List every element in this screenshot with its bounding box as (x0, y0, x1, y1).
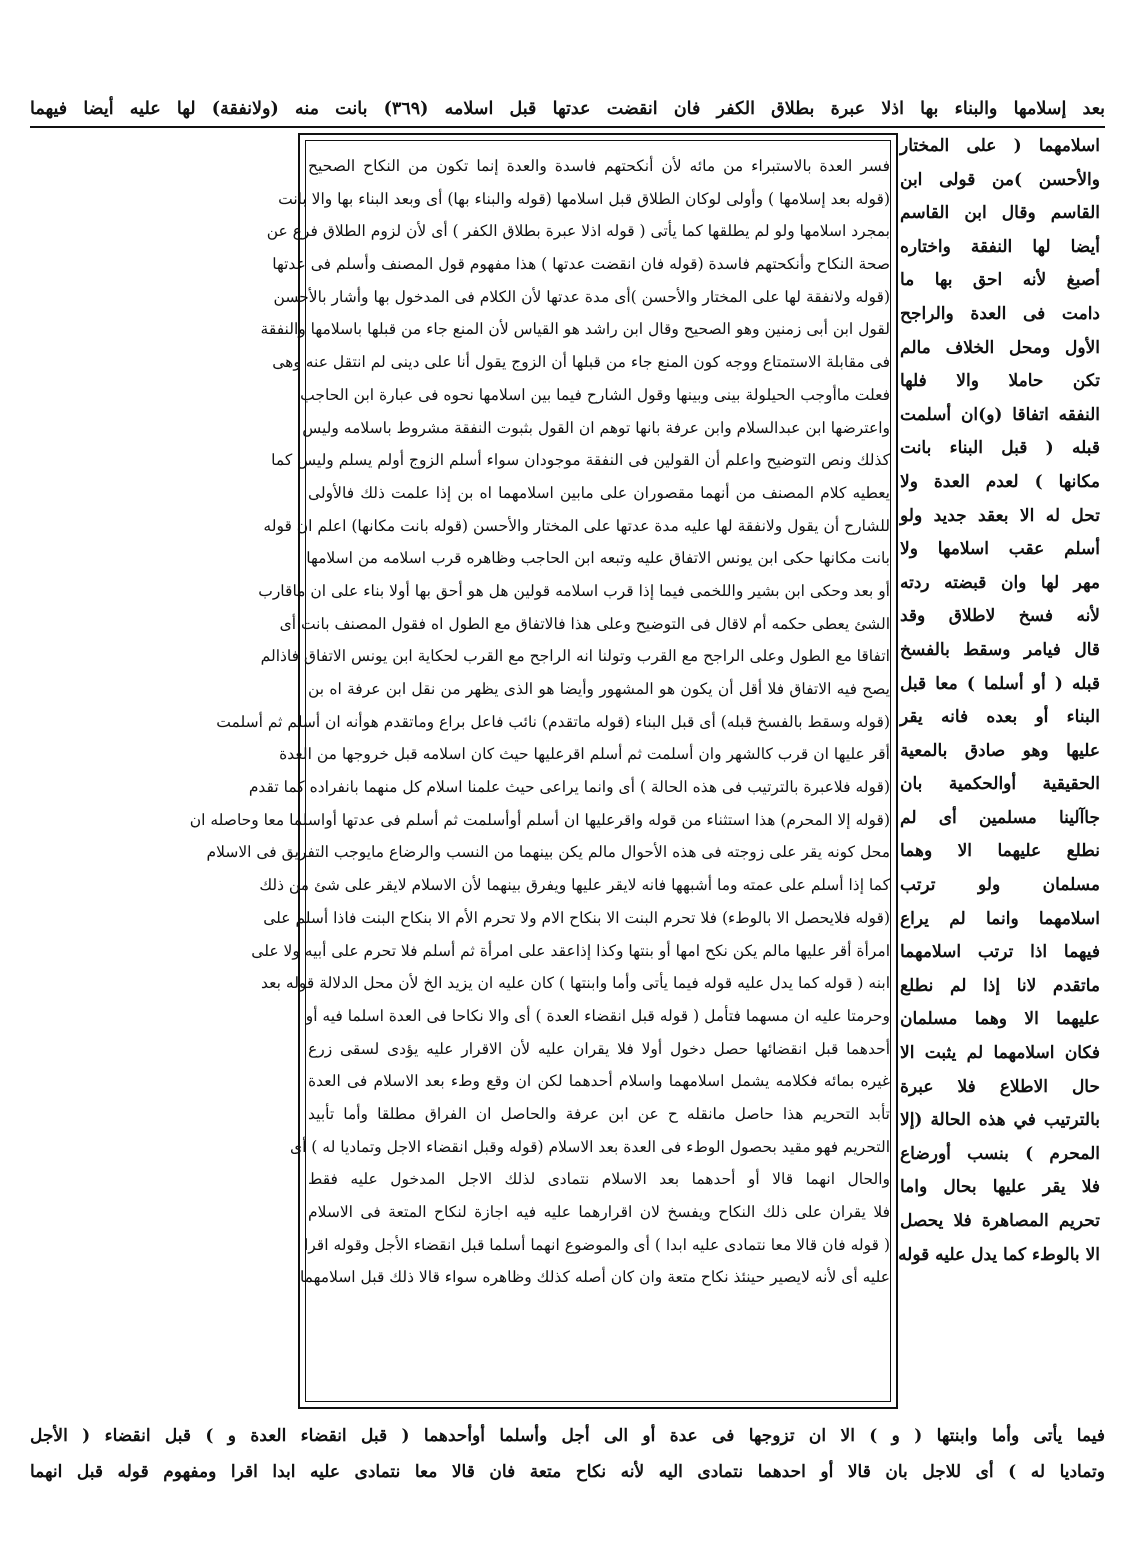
side-text-line: دامت فى العدة والراجح (900, 303, 1100, 324)
commentary-column (189, 150, 890, 1400)
side-text-line: تكن حاملا والا فلها (900, 371, 1100, 392)
commentary-text-line: للشارح أن يقول ولانفقة لها عليه مدة عدتها على المختار والأحسن (قوله بانت مكانها) اعلم ان قوله (263, 516, 890, 535)
commentary-text-line: لقول ابن أبى زمنين وهو الصحيح وقال ابن راشد هو القياس لأن المنع جاء من قبلها باسلامها والنفقة (260, 320, 890, 339)
commentary-text-line: التحريم فهو مقيد بحصول الوطء فى العدة بعد الاسلام (قوله وقبل انقضاء الاجل وتماديا له ) أى (289, 1137, 890, 1156)
commentary-text-line: بانت مكانها حكى ابن يونس الاتفاق عليه وتبعه ابن الحاجب وظاهره قرب اسلامه من اسلامها (306, 549, 890, 568)
commentary-text-line: غيره بمائه فكلامه يشمل اسلامهما واسلام أحدهما لكن ان وقع وطء بعد الاسلام فى العدة (308, 1072, 890, 1091)
side-text-line: تحل له الا بعقد جديد ولو (900, 505, 1100, 526)
commentary-text-line: فلا يقران على ذلك النكاح ويفسخ لان اقرارهما عليه فيه اجازة لنكاح المتعة فى الاسلام (308, 1203, 890, 1221)
side-text-line: لأنه فسخ لاطلاق وقد (900, 606, 1100, 627)
side-text-line: الأول ومحل الخلاف مالم (900, 337, 1100, 358)
commentary-text-line: أحدهما قبل انقضائها حصل دخول أولا فلا يقران عليه لأن الاقرار عليه يؤدى لسقى زرع (308, 1039, 890, 1058)
side-text-line: قبله ( أو أسلما ) معا قبل (900, 673, 1100, 694)
bottom-text-line: فيما يأتى وأما وابنتها ( و ) الا ان تزوجها فى عدة أو الى أجل وأسلما أوأحدهما ( قبل انقضاء العدة و ) قبل انقضاء ( الأجل (30, 1426, 1105, 1446)
side-text-line: قبله ( قبل البناء بانت (900, 438, 1100, 459)
side-text-line: أيضا لها النفقة واختاره (900, 236, 1100, 257)
commentary-text-line: واعترضها ابن عبدالسلام وابن عرفة بانها توهم ان القول بثبوت النفقة مشروط باسلامه وليس (302, 418, 890, 437)
commentary-text-line: (قوله بعد إسلامها ) وأولى لوكان الطلاق قبل اسلامها (قوله والبناء بها) أى وبعد البناء بها والا بانت (278, 189, 890, 208)
commentary-text-line: فسر العدة بالاستبراء من مائه لأن أنكحتهم فاسدة والعدة إنما تكون من النكاح الصحيح (308, 157, 890, 175)
page-header: بعد إسلامها والبناء بها اذلا عبرة بطلاق الكفر فان انقضت عدتها قبل اسلامه (٣٦٩) بانت منه (ولانفقة) لها عليه أيضا فيهما (30, 99, 1106, 119)
commentary-text-line: بمجرد اسلامها ولو لم يطلقها كما يأتى ( قوله اذلا عبرة بطلاق الكفر ) أى لأن لزوم الطلاق فرع عن (266, 222, 890, 241)
commentary-text-line: امرأة أقر عليها مالم يكن نكح امها أو بنتها وكذا إذاعقد على امرأة ثم أسلم فلا تحرم على أبيه ولا على (251, 941, 890, 960)
side-text-line: عليهما الا وهما مسلمان (900, 1009, 1100, 1030)
side-text-line: جاآلينا مسلمين أى لم (900, 807, 1100, 828)
commentary-text-line: كما إذا أسلم على عمته وما أشبهها فانه لايقر عليها ويفرق بينهما لأن الاسلام لايقر على شئ من ذلك (259, 876, 890, 895)
commentary-text-line: تأبد التحريم هذا حاصل مانقله ح عن ابن عرفة والحاصل ان الفراق مطلقا وأما تأبيد (308, 1104, 890, 1123)
side-text-line: المحرم ) بنسب أورضاع (900, 1143, 1100, 1164)
side-text-line: نطلع عليهما الا وهما (900, 841, 1100, 862)
commentary-text-line: اتفاقا مع الطول وعلى الراجح مع القرب وتولنا انه الراجح مع القرب لحكاية ابن يونس الاتفاق فاذالم (260, 647, 890, 666)
commentary-text-line: عليه أى لأنه لايصير حينئذ نكاح متعة وان كان أصله كذلك وظاهره سواء قالا ذلك قبل اسلامهما (299, 1268, 890, 1287)
side-column (900, 130, 1100, 1420)
commentary-text-line: فعلت ماأوجب الحيلولة بينى وبينها وقول الشارح فيما بين اسلامها نحوه فى عبارة ابن الحاجب (300, 385, 890, 404)
side-text-line: الا بالوطء كما يدل عليه قوله (898, 1244, 1100, 1265)
commentary-text-line: الشئ يعطى حكمه أم لاقال فى التوضيح وعلى هذا فالاتفاق مع الطول اه فقول المصنف بانت أى (279, 614, 890, 633)
side-text-line: اسلامهما ( على المختار (900, 136, 1100, 156)
commentary-text-line: (قوله فلاعبرة بالترتيب فى هذه الحالة ) أى وانما يراعى حيث علمنا اسلام كل منهما بانفراده كما تقدم (248, 778, 890, 797)
commentary-text-line: (قوله فلايحصل الا بالوطء) فلا تحرم البنت الا بنكاح الام ولا تحرم الأم الا بنكاح البنت فاذا أسلم على (263, 908, 890, 927)
bottom-text-block (30, 1418, 1105, 1498)
side-text-line: قال فيامر وسقط بالفسخ (900, 639, 1100, 660)
side-text-line: أسلم عقب اسلامها ولا (900, 539, 1100, 560)
commentary-text-line: يصح فيه الاتفاق فلا أقل أن يكون هو المشهور وأيضا هو الذى يظهر من نقل ابن عرفة اه بن (308, 680, 890, 698)
commentary-text-line: (قوله وسقط بالفسخ قبله) أى قبل البناء (قوله ماتقدم) نائب فاعل براع وماتقدم هوأنه ان أسلم ثم أسلمت (216, 712, 890, 731)
side-text-line: تحريم المصاهرة فلا يحصل (900, 1211, 1100, 1231)
commentary-text-line: والحال انهما قالا أو أحدهما بعد الاسلام نتمادى لذلك الاجل المدخول عليه فقط (308, 1170, 890, 1189)
side-text-line: والأحسن )من قولى ابن (900, 169, 1100, 190)
side-text-line: الحقيقية أوالحكمية بان (900, 774, 1100, 795)
commentary-text-line: وحرمتا عليه ان مسهما فتأمل ( قوله قبل انقضاء العدة ) أى والا نكاحا فى العدة اسلما فيه أو (305, 1006, 890, 1025)
commentary-text-line: فى مقابلة الاستمتاع ووجه كون المنع جاء من قبلها أن الزوج يقول أنا على دينى لم انتقل عنه وهى (272, 353, 890, 372)
commentary-text-line: ابنه ( قوله كما يدل عليه قوله فيما يأتى وأما وابنتها ) كان عليه ان يزيد الخ لأن محل الدلالة قوله بعد (261, 974, 890, 993)
side-text-line: فكان اسلامهما لم يثبت الا (900, 1043, 1100, 1064)
commentary-text-line: أقر عليها ان قرب كالشهر وان أسلمت ثم أسلم اقرعليها حيث كان اسلامه قبل خروجها من العدة (279, 745, 890, 764)
side-text-line: ماتقدم لانا إذا لم نطلع (900, 975, 1100, 996)
side-text-line: مسلمان ولو ترتب (900, 875, 1100, 896)
commentary-text-line: يعطيه كلام المصنف من أنهما مقصوران على مابين اسلامهما اه بن إذا علمت ذلك فالأولى (308, 483, 890, 502)
bottom-text-line: وتماديا له ) أى للاجل بان قالا أو احدهما نتمادى اليه لأنه نكاح متعة فان قالا معا نتمادى عليه ابدا اقرا ومفهوم قوله قبل انهما (30, 1462, 1105, 1482)
side-text-line: القاسم وقال ابن القاسم (900, 203, 1100, 224)
side-text-line: البناء أو بعده فانه يقر (900, 707, 1100, 728)
side-text-line: عليها وهو صادق بالمعية (900, 740, 1100, 761)
side-text-line: فيهما اذا ترتب اسلامهما (900, 942, 1100, 963)
commentary-text-line: (قوله إلا المحرم) هذا استثناء من قوله واقرعليها ان أسلم أوأسلمت ثم أسلم فى عدتها أواسلما معا وحاصله ان (189, 810, 890, 829)
side-text-line: مكانها ) لعدم العدة ولا (900, 471, 1100, 492)
commentary-text-line: كذلك ونص التوضيح واعلم أن القولين فى النفقة موجودان سواء أسلم الزوج أولم يسلم وليس كما (271, 451, 890, 470)
side-text-line: اسلامهما وانما لم يراع (900, 908, 1100, 929)
commentary-text-line: ( قوله فان قالا معا نتمادى عليه ابدا ) أى والموضوع انهما أسلما قبل انقضاء الأجل وقوله اقرا (303, 1235, 890, 1254)
side-text-line: النفقه اتفاقا (و)ان أسلمت (900, 404, 1100, 425)
header-rule (30, 126, 1105, 128)
side-text-line: فلا يقر عليها بحال واما (900, 1177, 1100, 1198)
commentary-text-line: محل كونه يقر على زوجته فى هذه الأحوال مالم يكن بينهما من النسب والرضاع مايوجب التفريق فى الاسلام (206, 843, 890, 862)
commentary-text-line: صحة النكاح وأنكحتهم فاسدة (قوله فان انقضت عدتها ) هذا مفهوم قول المصنف وأسلم فى عدتها (272, 255, 890, 274)
side-text-line: مهر لها وان قبضته ردته (900, 572, 1100, 593)
side-text-line: بالترتيب في هذه الحالة (إلا (900, 1110, 1100, 1131)
commentary-text-line: (قوله ولانفقة لها على المختار والأحسن )أى مدة عدتها لأن الكلام فى المدخول بها وأشار بالأحسن (273, 287, 890, 306)
side-text-line: حال الاطلاع فلا عبرة (900, 1076, 1100, 1097)
commentary-text-line: أو بعد وحكى ابن بشير واللخمى فيما إذا قرب اسلامه قولين هل هو أحق بها أولا بناء على ان ماقارب (258, 581, 890, 600)
side-text-line: أصبغ لأنه احق بها ما (900, 270, 1100, 291)
